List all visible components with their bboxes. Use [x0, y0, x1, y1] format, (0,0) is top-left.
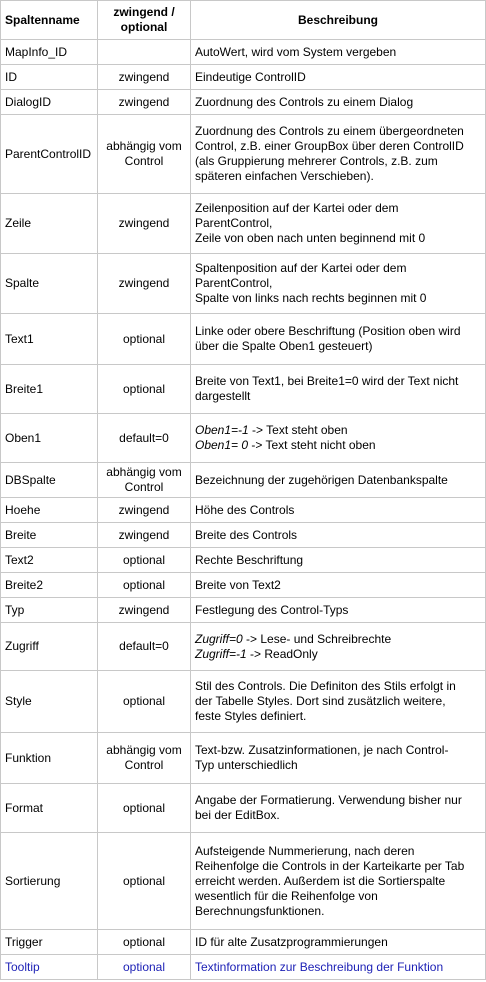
cell-beschreibung: Bezeichnung der zugehörigen Datenbankspalte — [191, 463, 486, 498]
cell-spaltenname: ParentControlID — [1, 115, 98, 194]
cell-zwingend-optional: optional — [98, 573, 191, 598]
table-row — [1, 365, 486, 414]
cell-beschreibung: Angabe der Formatierung. Verwendung bisher nur bei der EditBox. — [191, 784, 486, 833]
table-row — [1, 194, 486, 254]
cell-spaltenname: ID — [1, 65, 98, 90]
table-row — [1, 623, 486, 671]
cell-beschreibung: Zeilenposition auf der Kartei oder dem ParentControl, Zeile von oben nach unten beginnend mit 0 — [191, 194, 486, 254]
table-row — [1, 548, 486, 573]
cell-spaltenname: Zeile — [1, 194, 98, 254]
cell-beschreibung: Zuordnung des Controls zu einem Dialog — [191, 90, 486, 115]
table-row — [1, 90, 486, 115]
cell-zwingend-optional: zwingend — [98, 254, 191, 314]
table-row — [1, 65, 486, 90]
cell-spaltenname: Text2 — [1, 548, 98, 573]
cell-spaltenname: Style — [1, 671, 98, 733]
table-row — [1, 833, 486, 930]
cell-beschreibung: Breite von Text1, bei Breite1=0 wird der Text nicht dargestellt — [191, 365, 486, 414]
cell-zwingend-optional: abhängig vom Control — [98, 733, 191, 784]
cell-zwingend-optional: zwingend — [98, 65, 191, 90]
header-spaltenname: Spaltenname — [1, 1, 98, 40]
cell-spaltenname: Funktion — [1, 733, 98, 784]
table-row — [1, 930, 486, 955]
cell-spaltenname: Sortierung — [1, 833, 98, 930]
cell-spaltenname: Breite — [1, 523, 98, 548]
table-row — [1, 463, 486, 498]
cell-beschreibung: Oben1=-1 -> Text steht oben Oben1= 0 -> Text steht nicht oben — [191, 414, 486, 463]
cell-zwingend-optional — [98, 40, 191, 65]
cell-beschreibung: Linke oder obere Beschriftung (Position oben wird über die Spalte Oben1 gesteuert) — [191, 314, 486, 365]
cell-beschreibung: Aufsteigende Nummerierung, nach deren Reihenfolge die Controls in der Karteikarte per Tab erreicht werden. Außerdem ist die Sortierspalte wesentlich für die Reihenfolge von Berechnungsfunktionen. — [191, 833, 486, 930]
cell-spaltenname: DialogID — [1, 90, 98, 115]
header-zwingend-optional: zwingend / optional — [98, 1, 191, 40]
cell-spaltenname: DBSpalte — [1, 463, 98, 498]
cell-beschreibung: Zugriff=0 -> Lese- und Schreibrechte Zugriff=-1 -> ReadOnly — [191, 623, 486, 671]
table-row — [1, 414, 486, 463]
cell-beschreibung: Spaltenposition auf der Kartei oder dem ParentControl, Spalte von links nach rechts beginnen mit 0 — [191, 254, 486, 314]
cell-spaltenname: Oben1 — [1, 414, 98, 463]
cell-beschreibung: Breite des Controls — [191, 523, 486, 548]
cell-zwingend-optional: optional — [98, 784, 191, 833]
cell-beschreibung: AutoWert, wird vom System vergeben — [191, 40, 486, 65]
cell-beschreibung: Breite von Text2 — [191, 573, 486, 598]
cell-zwingend-optional: zwingend — [98, 523, 191, 548]
cell-beschreibung: ID für alte Zusatzprogrammierungen — [191, 930, 486, 955]
cell-zwingend-optional: default=0 — [98, 623, 191, 671]
table-row — [1, 784, 486, 833]
cell-zwingend-optional: abhängig vom Control — [98, 463, 191, 498]
cell-beschreibung: Zuordnung des Controls zu einem übergeordneten Control, z.B. einer GroupBox über deren ControlID (als Gruppierung mehrerer Controls, z.B. zum späteren einfachen Verschieben). — [191, 115, 486, 194]
cell-spaltenname: Trigger — [1, 930, 98, 955]
table-row — [1, 955, 486, 980]
cell-beschreibung: Eindeutige ControlID — [191, 65, 486, 90]
table-row — [1, 573, 486, 598]
cell-spaltenname: Spalte — [1, 254, 98, 314]
header-beschreibung: Beschreibung — [191, 1, 486, 40]
cell-zwingend-optional: zwingend — [98, 598, 191, 623]
cell-zwingend-optional: optional — [98, 930, 191, 955]
table-row — [1, 523, 486, 548]
table-row — [1, 314, 486, 365]
cell-spaltenname: Text1 — [1, 314, 98, 365]
cell-beschreibung: Stil des Controls. Die Definiton des Stils erfolgt in der Tabelle Styles. Dort sind zusätzlich weitere, feste Styles definiert. — [191, 671, 486, 733]
cell-spaltenname: Typ — [1, 598, 98, 623]
cell-zwingend-optional: default=0 — [98, 414, 191, 463]
cell-zwingend-optional: optional — [98, 314, 191, 365]
cell-spaltenname: MapInfo_ID — [1, 40, 98, 65]
cell-zwingend-optional: zwingend — [98, 498, 191, 523]
cell-spaltenname: Tooltip — [1, 955, 98, 980]
cell-spaltenname: Breite2 — [1, 573, 98, 598]
cell-zwingend-optional: optional — [98, 955, 191, 980]
cell-zwingend-optional: zwingend — [98, 90, 191, 115]
cell-spaltenname: Hoehe — [1, 498, 98, 523]
table-row — [1, 115, 486, 194]
cell-beschreibung: Festlegung des Control-Typs — [191, 598, 486, 623]
cell-zwingend-optional: optional — [98, 548, 191, 573]
cell-zwingend-optional: zwingend — [98, 194, 191, 254]
header-row — [1, 1, 486, 40]
table-row — [1, 733, 486, 784]
cell-beschreibung: Text-bzw. Zusatzinformationen, je nach Control- Typ unterschiedlich — [191, 733, 486, 784]
cell-zwingend-optional: abhängig vom Control — [98, 115, 191, 194]
cell-spaltenname: Breite1 — [1, 365, 98, 414]
cell-beschreibung: Textinformation zur Beschreibung der Funktion — [191, 955, 486, 980]
cell-zwingend-optional: optional — [98, 365, 191, 414]
cell-spaltenname: Zugriff — [1, 623, 98, 671]
cell-beschreibung: Höhe des Controls — [191, 498, 486, 523]
table-row — [1, 598, 486, 623]
table-row — [1, 40, 486, 65]
cell-zwingend-optional: optional — [98, 833, 191, 930]
table-row — [1, 254, 486, 314]
cell-zwingend-optional: optional — [98, 671, 191, 733]
table-row — [1, 498, 486, 523]
table-row — [1, 671, 486, 733]
cell-beschreibung: Rechte Beschriftung — [191, 548, 486, 573]
cell-spaltenname: Format — [1, 784, 98, 833]
